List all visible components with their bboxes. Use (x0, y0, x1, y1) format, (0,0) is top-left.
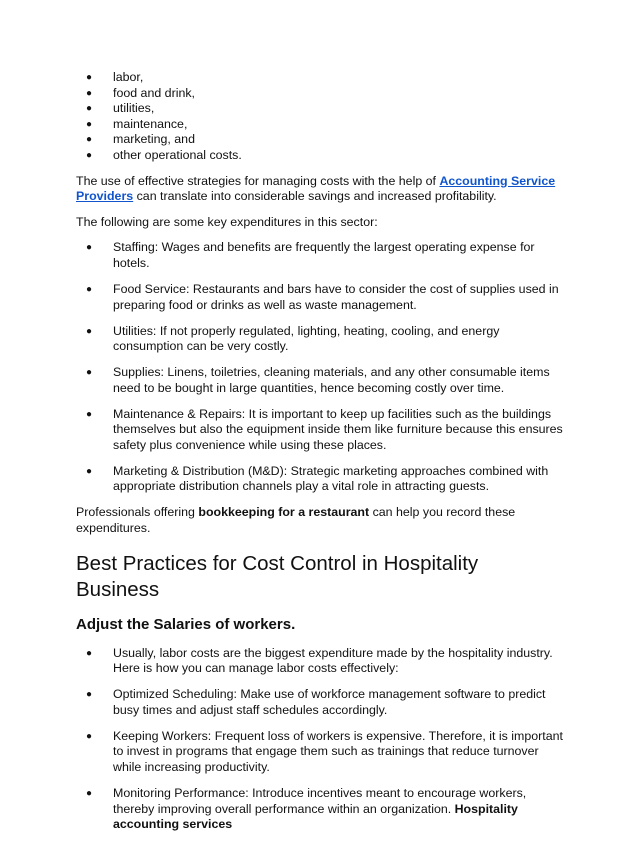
subsection-heading: Adjust the Salaries of workers. (76, 615, 296, 633)
list-item: ● Monitoring Performance: Introduce incentives meant to encourage workers, thereby improving overall performance within an organization. Hospitality accounting services (86, 785, 527, 832)
list-item: ● Food Service: Restaurants and bars have to consider the cost of supplies used in preparing food or drinks as well as waste management. (86, 281, 559, 312)
expenditures-list (76, 240, 566, 495)
list-item: ● food and drink, (86, 85, 195, 100)
bullet-icon: ● (86, 408, 93, 420)
section-heading: Best Practices for Cost Control in Hospitality Business (76, 551, 479, 601)
list-item: ● utilities, (86, 101, 155, 116)
accounting-service-providers-link[interactable]: Accounting Service Providers (76, 173, 556, 204)
list-item: ● Usually, labor costs are the biggest expenditure made by the hospitality industry. Here is how you can manage labor costs effectively: (86, 645, 553, 676)
list-item: ● marketing, and (86, 132, 195, 147)
bullet-icon: ● (86, 367, 93, 379)
practices-list (76, 646, 566, 833)
bullet-icon: ● (86, 118, 93, 130)
bullet-icon: ● (86, 283, 93, 295)
list-item: ● Optimized Scheduling: Make use of workforce management software to predict busy times and adjust staff schedules accordingly. (86, 687, 546, 717)
bullet-icon: ● (86, 689, 93, 701)
list-item: ● labor, (86, 70, 144, 84)
bullet-icon: ● (86, 103, 93, 115)
bullet-icon: ● (86, 72, 93, 83)
list-item: ● Keeping Workers: Frequent loss of workers is expensive. Therefore, it is important to invest in programs that engage them such as trainings that reduce turnover while increasing productivity. (86, 728, 563, 774)
bullet-icon: ● (86, 465, 93, 477)
list-item: ● Staffing: Wages and benefits are frequently the largest operating expense for hotels. (86, 240, 535, 270)
list-item: ● other operational costs. (86, 147, 242, 162)
bullet-icon: ● (86, 87, 93, 99)
bullet-icon: ● (86, 787, 93, 799)
document-page (76, 70, 566, 843)
bullet-icon: ● (86, 325, 93, 337)
bullet-icon: ● (86, 149, 93, 161)
paragraph-expenditures-intro: The following are some key expenditures in this sector: (76, 214, 378, 229)
paragraph-bookkeeping: Professionals offering bookkeeping for a restaurant can help you record these expenditures. (76, 505, 516, 535)
list-item: ● Supplies: Linens, toiletries, cleaning materials, and any other consumable items need to be bought in large quantities, hence becoming costly over time. (86, 365, 550, 395)
intro-cost-list (76, 70, 566, 164)
list-item: ● Maintenance & Repairs: It is important to keep up facilities such as the buildings themselves but also the equipment inside them like furniture because this ensures safety plus convenience while using these places. (86, 406, 563, 452)
list-item: ● Marketing & Distribution (M&D): Strategic marketing approaches combined with appropriate distribution channels play a vital role in attracting guests. (86, 463, 549, 494)
bullet-icon: ● (86, 134, 93, 146)
bullet-icon: ● (86, 647, 93, 659)
list-item: ● Utilities: If not properly regulated, lighting, heating, cooling, and energy consumption can be very costly. (86, 323, 500, 354)
paragraph-strategies: The use of effective strategies for managing costs with the help of Accounting Service Providers can translate into considerable savings and increased profitability. (76, 173, 556, 204)
bullet-icon: ● (86, 730, 93, 742)
list-item: ● maintenance, (86, 116, 188, 131)
bullet-icon: ● (86, 242, 93, 254)
